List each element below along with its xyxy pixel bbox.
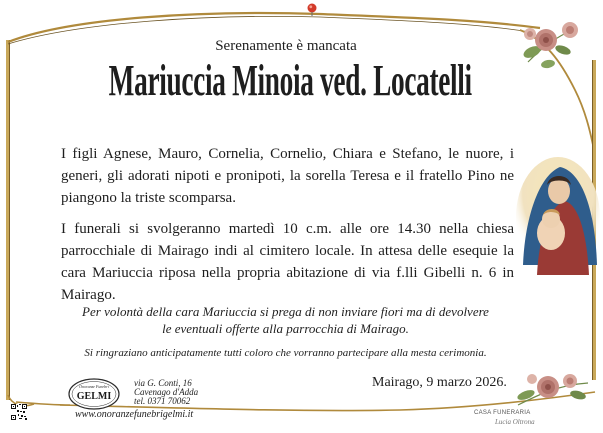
donation-plea-line1: Per volontà della cara Mariuccia si prega di non inviare fiori ma di devolvere <box>82 304 489 319</box>
funeral-paragraph: I funerali si svolgeranno martedì 10 c.m. alle ore 14.30 nella chiesa parrocchiale di Mairago indi al cimitero locale. In attesa delle esequie la cara Mariuccia riposa nella propria abitazione di via f.lli Gibelli n. 6 in Mairago. <box>61 221 514 303</box>
casa-funeraria-signature: Lucia Oltrona <box>495 418 535 426</box>
address-line1: via G. Conti, 16 <box>134 378 192 388</box>
gelmi-logo <box>68 378 120 410</box>
red-pushpin-icon <box>305 2 319 16</box>
address-line2: Cavenago d'Adda <box>134 387 199 397</box>
qr-code-icon <box>11 404 27 420</box>
place-date: Mairago, 9 marzo 2026. <box>372 375 507 390</box>
website-link[interactable]: www.onoranzefunebrigelmi.it <box>75 409 194 420</box>
donation-plea <box>48 303 523 337</box>
family-paragraph: I figli Agnese, Mauro, Cornelia, Cornelio, Chiara e Stefano, le nuore, i generi, gli adorati nipoti e pronipoti, la sorella Teresa e il fratello Pino ne piangono la triste scomparsa. <box>61 146 514 206</box>
madonna-and-child-image <box>515 155 601 279</box>
casa-funeraria-label: CASA FUNERARIA <box>474 410 531 416</box>
donation-plea-line2: le eventuali offerte alla parrocchia di Mairago. <box>162 321 409 336</box>
gelmi-logo-text: GELMI <box>76 391 112 402</box>
gelmi-logo-subtext: Onoranze Funebri <box>79 384 109 389</box>
thanks-line: Si ringraziano anticipatamente tutti coloro che vorranno partecipare alla mesta cerimonia. <box>84 347 487 359</box>
rose-bouquet-icon <box>508 365 598 415</box>
intro-line: Serenamente è mancata <box>215 38 357 54</box>
deceased-name: Mariuccia Minoia ved. Locatelli <box>108 56 472 105</box>
address-phone: tel. 0371 70062 <box>134 396 191 406</box>
